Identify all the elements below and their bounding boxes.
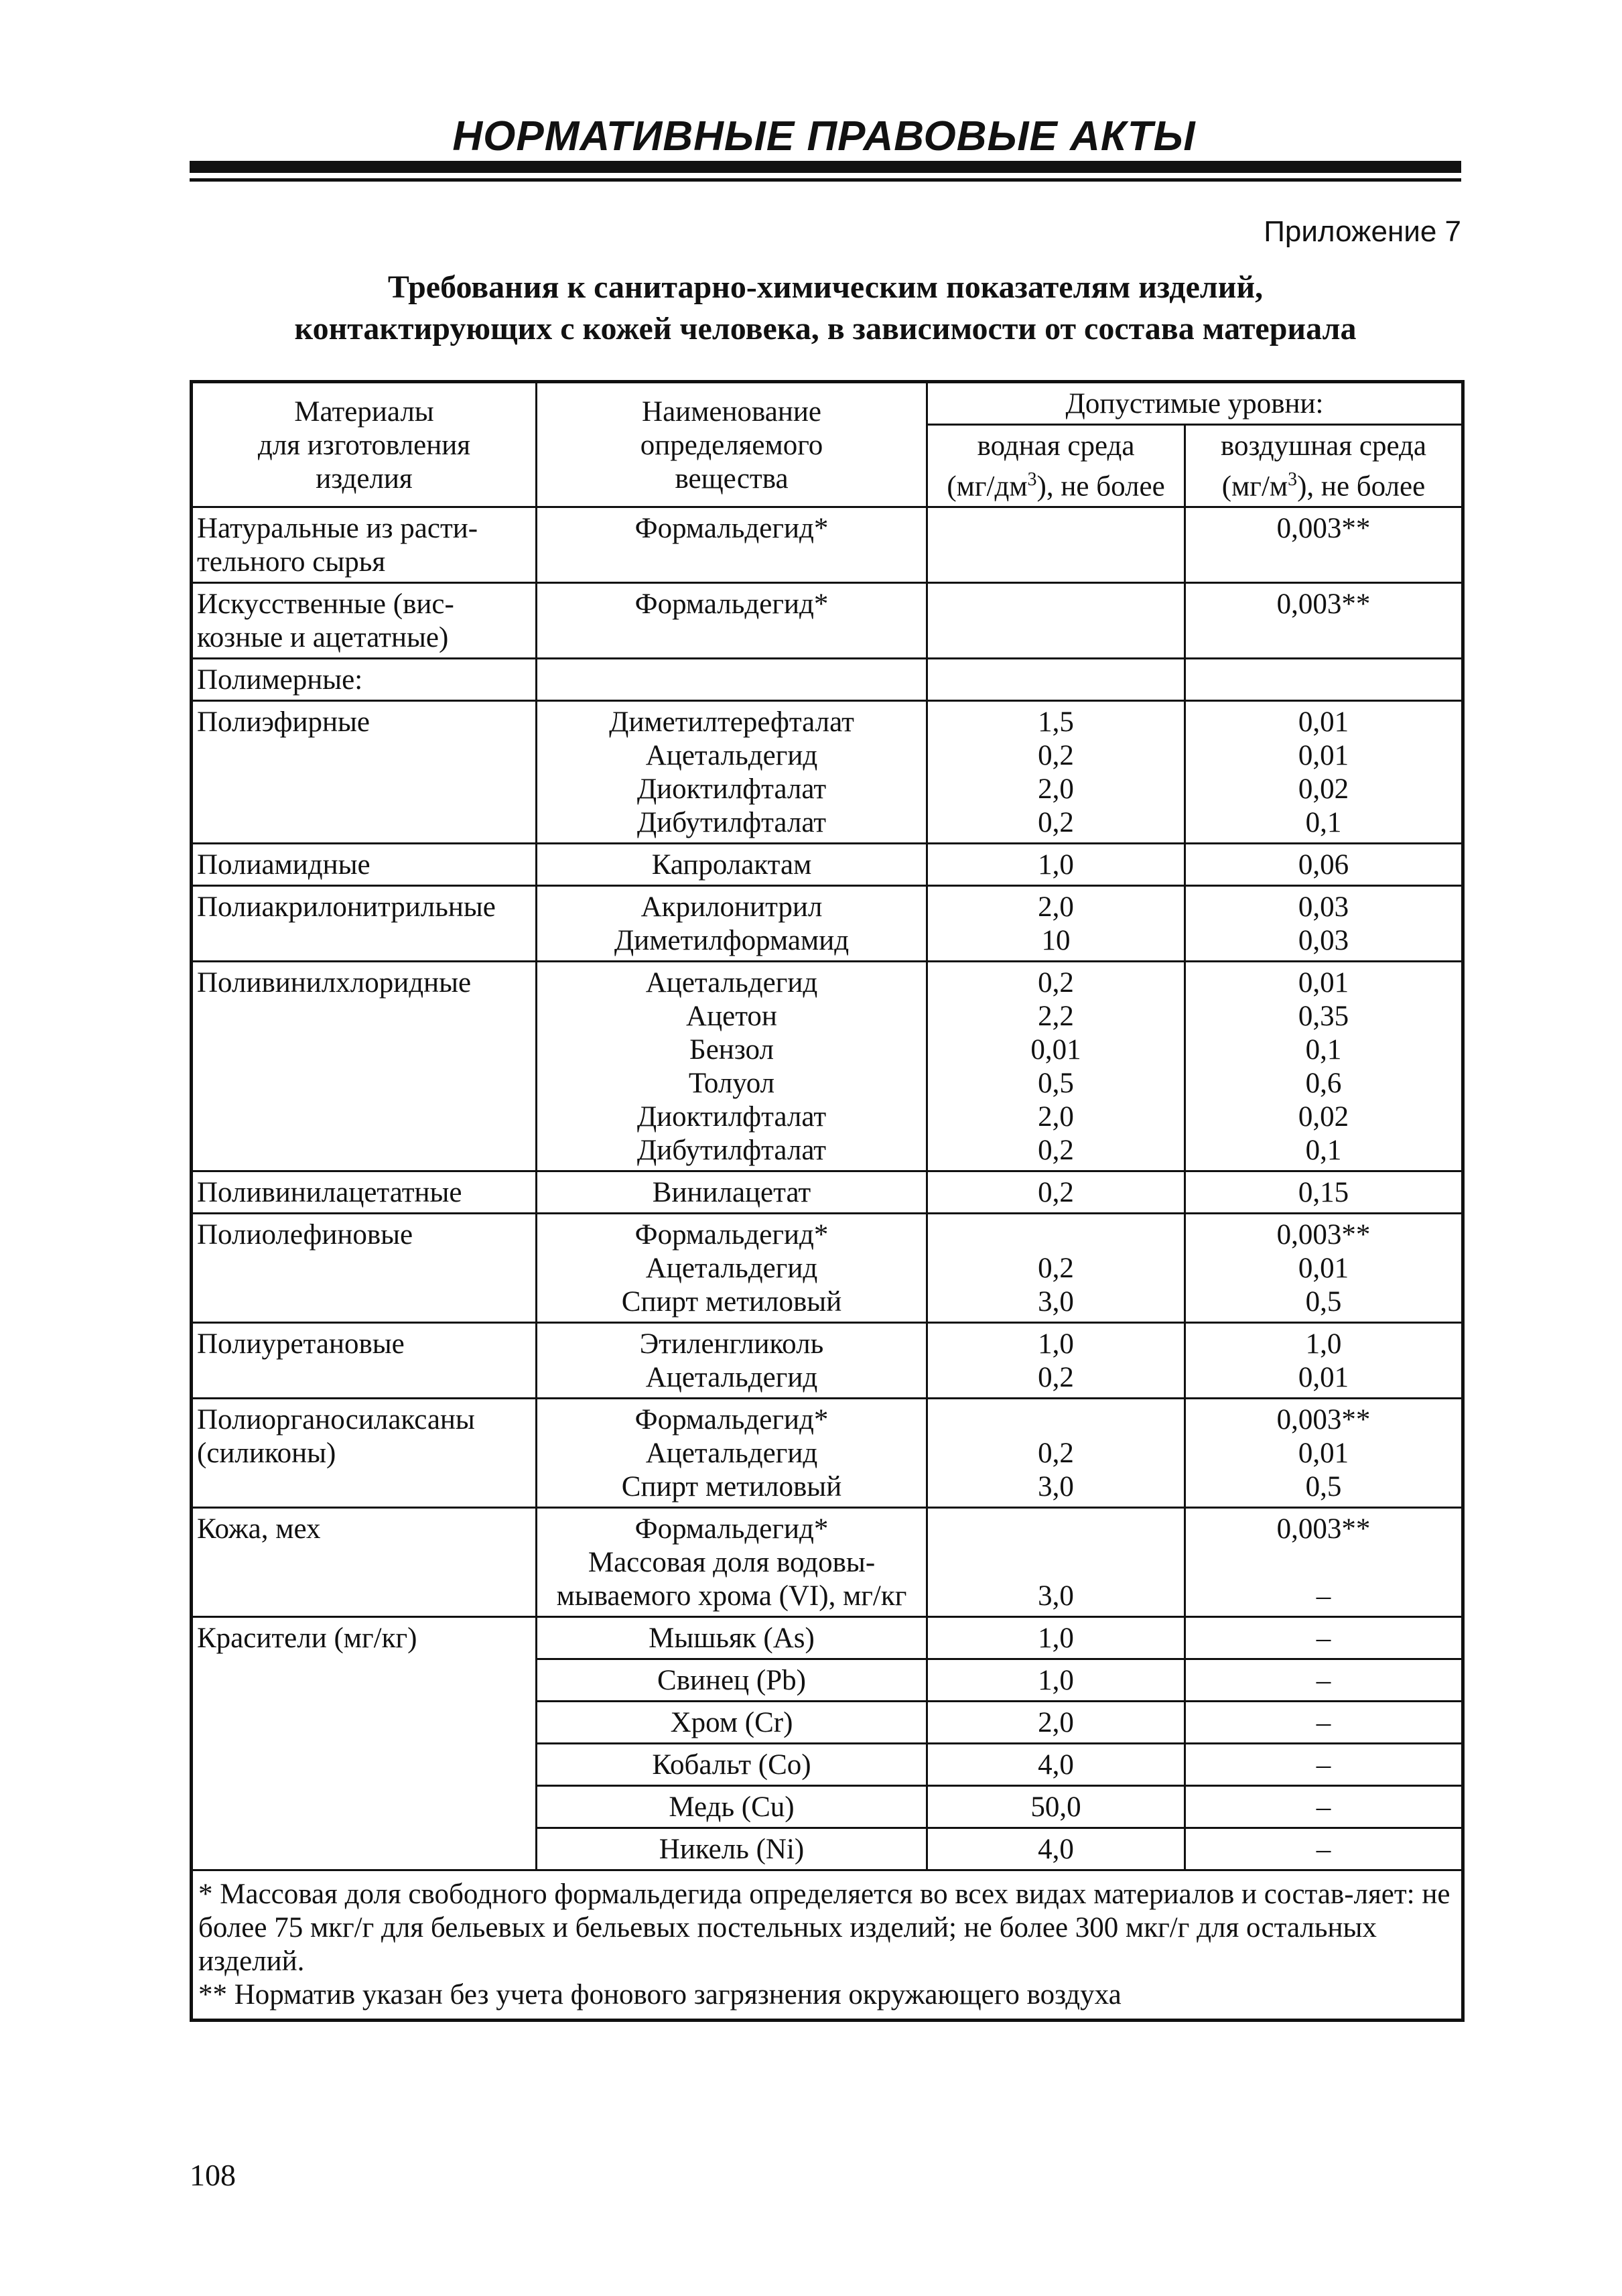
- cell-line: Диметилтерефталат: [609, 706, 854, 739]
- material-cell: Поливинилацетатные: [192, 1171, 537, 1214]
- cell-line: Акрилонитрил: [640, 891, 823, 923]
- substance-cell: Свинец (Pb): [537, 1659, 927, 1702]
- cell-line: 0,6: [1305, 1068, 1342, 1100]
- cell-line: 0,003**: [1276, 1219, 1371, 1251]
- substance-cell: Кобальт (Co): [537, 1744, 927, 1786]
- footnote: ** Норматив указан без учета фонового загрязнения окружающего воздуха: [198, 1979, 1122, 2011]
- cell-line: 0,2: [1038, 967, 1074, 999]
- cell-line: Ацетальдегид: [645, 740, 818, 772]
- cell-line: 0,03: [1298, 891, 1349, 923]
- cell-line: 0,06: [1298, 849, 1349, 881]
- cell-line: 0,1: [1305, 807, 1342, 839]
- notes-row: [192, 1870, 1463, 2021]
- column-header-materials: Материалы для изготовления изделия: [192, 382, 537, 507]
- material-cell: Кожа, мех: [192, 1508, 537, 1617]
- water-level-cell: 1,0: [927, 1659, 1185, 1702]
- cell-line: 0,15: [1298, 1177, 1349, 1209]
- substance-cell: [537, 1323, 927, 1399]
- table-row: [192, 659, 1463, 701]
- cell-line: Формальдегид*: [634, 588, 829, 621]
- requirements-table: [190, 380, 1465, 2022]
- cell-line: 0,003**: [1276, 588, 1371, 621]
- cell-line: Диметилформамид: [614, 925, 850, 957]
- cell-line: 0,2: [1038, 1438, 1074, 1470]
- column-header-substance: Наименование определяемого вещества: [537, 382, 927, 507]
- water-level-cell: [927, 1323, 1185, 1399]
- cell-line: [541, 663, 922, 697]
- cell-line: 0,2: [1038, 740, 1074, 772]
- material-cell: Полимерные:: [192, 659, 537, 701]
- cell-line: 0,5: [1305, 1471, 1342, 1503]
- cell-line: 0,003**: [1276, 1513, 1371, 1545]
- substance-cell: [537, 701, 927, 844]
- substance-cell: [537, 844, 927, 886]
- water-level-cell: 4,0: [927, 1828, 1185, 1870]
- cell-line: 0,5: [1038, 1068, 1074, 1100]
- air-level-cell: [1185, 1214, 1463, 1323]
- table-row: [192, 1399, 1463, 1508]
- material-cell: Искусственные (вис-козные и ацетатные): [192, 583, 537, 659]
- page-number: 108: [190, 2158, 236, 2192]
- air-level-cell: [1185, 962, 1463, 1171]
- cell-line: 10: [1041, 925, 1071, 957]
- substance-cell: [537, 962, 927, 1171]
- cell-line: 0,2: [1038, 1362, 1074, 1394]
- table-row: [192, 1171, 1463, 1214]
- water-level-cell: [927, 507, 1185, 583]
- water-level-cell: [927, 583, 1185, 659]
- cell-line: 3,0: [1038, 1286, 1074, 1318]
- table-row: [192, 1323, 1463, 1399]
- cell-line: [932, 663, 1180, 697]
- cell-line: 0,01: [1298, 1253, 1349, 1285]
- table-row: [192, 1214, 1463, 1323]
- water-level-cell: [927, 1171, 1185, 1214]
- material-cell: Полиуретановые: [192, 1323, 537, 1399]
- cell-line: 0,01: [1298, 706, 1349, 739]
- cell-line: Спирт метиловый: [621, 1286, 842, 1318]
- air-level-cell: –: [1185, 1617, 1463, 1659]
- cell-line: 0,2: [1038, 1253, 1074, 1285]
- cell-line: Формальдегид*: [634, 1219, 829, 1251]
- cell-line: Диоктилфталат: [636, 773, 827, 806]
- cell-line: Массовая доля водовы-: [588, 1547, 876, 1579]
- substance-cell: [537, 1214, 927, 1323]
- cell-line: 0,5: [1305, 1286, 1342, 1318]
- material-cell: Полиамидные: [192, 844, 537, 886]
- cell-line: [932, 1513, 1180, 1546]
- air-level-cell: [1185, 1508, 1463, 1617]
- cell-line: 0,02: [1298, 773, 1349, 806]
- water-level-cell: [927, 962, 1185, 1171]
- water-level-cell: [927, 659, 1185, 701]
- cell-line: Винилацетат: [652, 1177, 811, 1209]
- table-row: [192, 507, 1463, 583]
- cell-line: Ацетальдегид: [645, 967, 818, 999]
- air-level-cell: –: [1185, 1786, 1463, 1828]
- water-level-cell: [927, 844, 1185, 886]
- water-level-cell: 2,0: [927, 1702, 1185, 1744]
- water-level-cell: 1,0: [927, 1617, 1185, 1659]
- substance-cell: [537, 1399, 927, 1508]
- air-level-cell: [1185, 1323, 1463, 1399]
- air-level-cell: [1185, 844, 1463, 886]
- substance-cell: [537, 1171, 927, 1214]
- material-cell: Полиолефиновые: [192, 1214, 537, 1323]
- cell-line: Капролактам: [651, 849, 812, 881]
- cell-line: Спирт метиловый: [621, 1471, 842, 1503]
- cell-line: 2,0: [1038, 891, 1074, 923]
- cell-line: 0,01: [1298, 967, 1349, 999]
- document-title: [190, 267, 1461, 350]
- cell-line: Дибутилфталат: [636, 807, 827, 839]
- cell-line: [1190, 663, 1457, 697]
- cell-line: Ацетальдегид: [645, 1253, 818, 1285]
- cell-line: 0,01: [1298, 1362, 1349, 1394]
- air-level-cell: –: [1185, 1659, 1463, 1702]
- cell-line: 0,2: [1038, 807, 1074, 839]
- cell-line: 0,01: [1298, 740, 1349, 772]
- substance-cell: [537, 659, 927, 701]
- material-cell: Красители (мг/кг): [192, 1617, 537, 1870]
- water-level-cell: [927, 1508, 1185, 1617]
- material-cell: Натуральные из расти-тельного сырья: [192, 507, 537, 583]
- water-level-cell: [927, 1214, 1185, 1323]
- air-level-cell: [1185, 507, 1463, 583]
- substance-cell: Мышьяк (As): [537, 1617, 927, 1659]
- cell-line: 3,0: [1038, 1471, 1074, 1503]
- material-cell: Полиакрилонитрильные: [192, 886, 537, 962]
- cell-line: 0,01: [1298, 1438, 1349, 1470]
- document-title-line: контактирующих с кожей человека, в зависимости от состава материала: [294, 311, 1357, 346]
- cell-line: Формальдегид*: [634, 1404, 829, 1436]
- cell-line: [932, 512, 1180, 546]
- cell-line: 0,35: [1298, 1001, 1349, 1033]
- cell-line: 0,2: [1038, 1177, 1074, 1209]
- cell-line: 0,01: [1030, 1034, 1081, 1066]
- cell-line: Ацетальдегид: [645, 1438, 818, 1470]
- air-level-cell: [1185, 583, 1463, 659]
- substance-cell: [537, 583, 927, 659]
- substance-cell: [537, 886, 927, 962]
- running-header: НОРМАТИВНЫЕ ПРАВОВЫЕ АКТЫ: [452, 113, 1196, 160]
- cell-line: Этиленгликоль: [639, 1328, 824, 1360]
- cell-line: Диоктилфталат: [636, 1101, 827, 1133]
- table-row: [192, 1617, 1463, 1659]
- cell-line: 1,0: [1305, 1328, 1342, 1360]
- cell-line: [932, 1546, 1180, 1580]
- water-level-cell: 50,0: [927, 1786, 1185, 1828]
- water-level-cell: [927, 886, 1185, 962]
- cell-line: 0,003**: [1276, 1404, 1371, 1436]
- cell-line: –: [1316, 1580, 1331, 1612]
- material-cell: Поливинилхлоридные: [192, 962, 537, 1171]
- water-level-cell: 4,0: [927, 1744, 1185, 1786]
- cell-line: 3,0: [1038, 1580, 1074, 1612]
- air-level-cell: –: [1185, 1744, 1463, 1786]
- cell-line: Дибутилфталат: [636, 1135, 827, 1167]
- substance-cell: [537, 1508, 927, 1617]
- table-row: [192, 583, 1463, 659]
- cell-line: Формальдегид*: [634, 1513, 829, 1545]
- material-cell: Полиэфирные: [192, 701, 537, 844]
- air-level-cell: [1185, 701, 1463, 844]
- column-header-levels: Допустимые уровни:: [927, 382, 1463, 425]
- footnotes-cell: [192, 1870, 1463, 2021]
- cell-line: Формальдегид*: [634, 513, 829, 545]
- cell-line: 1,0: [1038, 1328, 1074, 1360]
- water-level-cell: [927, 1399, 1185, 1508]
- cell-line: 0,2: [1038, 1135, 1074, 1167]
- document-title-line: Требования к санитарно-химическим показателям изделий,: [387, 269, 1264, 305]
- cell-line: 1,5: [1038, 706, 1074, 739]
- substance-cell: Медь (Cu): [537, 1786, 927, 1828]
- cell-line: 1,0: [1038, 849, 1074, 881]
- header-rule-thick: [190, 161, 1461, 173]
- header-row: [192, 382, 1463, 425]
- cell-line: [1190, 1546, 1457, 1580]
- appendix-label: Приложение 7: [1264, 215, 1461, 248]
- table-row: [192, 701, 1463, 844]
- air-level-cell: [1185, 1399, 1463, 1508]
- column-header-water: водная среда $(мг/дм^3)$, не более: [927, 425, 1185, 507]
- table-row: [192, 844, 1463, 886]
- air-level-cell: –: [1185, 1702, 1463, 1744]
- column-header-air: воздушная среда $(мг/м^3)$, не более: [1185, 425, 1463, 507]
- header-rule-thin: [190, 178, 1461, 182]
- cell-line: Ацетальдегид: [645, 1362, 818, 1394]
- substance-cell: Хром (Cr): [537, 1702, 927, 1744]
- table-row: [192, 962, 1463, 1171]
- substance-cell: [537, 507, 927, 583]
- cell-line: 2,0: [1038, 773, 1074, 806]
- cell-line: 2,0: [1038, 1101, 1074, 1133]
- table-row: [192, 1508, 1463, 1617]
- cell-line: 0,1: [1305, 1135, 1342, 1167]
- cell-line: 0,02: [1298, 1101, 1349, 1133]
- cell-line: 2,2: [1038, 1001, 1074, 1033]
- cell-line: 0,03: [1298, 925, 1349, 957]
- cell-line: [932, 588, 1180, 621]
- air-level-cell: [1185, 659, 1463, 701]
- air-level-cell: [1185, 1171, 1463, 1214]
- cell-line: [932, 1218, 1180, 1252]
- substance-cell: Никель (Ni): [537, 1828, 927, 1870]
- cell-line: 0,1: [1305, 1034, 1342, 1066]
- water-level-cell: [927, 701, 1185, 844]
- cell-line: 0,003**: [1276, 513, 1371, 545]
- cell-line: Ацетон: [686, 1001, 777, 1033]
- table-row: [192, 886, 1463, 962]
- cell-line: мываемого хрома (VI), мг/кг: [556, 1580, 907, 1612]
- cell-line: Бензол: [689, 1034, 774, 1066]
- footnote: * Массовая доля свободного формальдегида определяется во всех видах материалов и состав-ляет: не более 75 мкг/г для бельевых и бельевых постельных изделий; не более 300 мкг/г для остальных изделий.: [198, 1878, 1450, 1978]
- cell-line: Толуол: [688, 1068, 775, 1100]
- air-level-cell: –: [1185, 1828, 1463, 1870]
- material-cell: Полиорганосилаксаны (силиконы): [192, 1399, 537, 1508]
- cell-line: [932, 1403, 1180, 1437]
- air-level-cell: [1185, 886, 1463, 962]
